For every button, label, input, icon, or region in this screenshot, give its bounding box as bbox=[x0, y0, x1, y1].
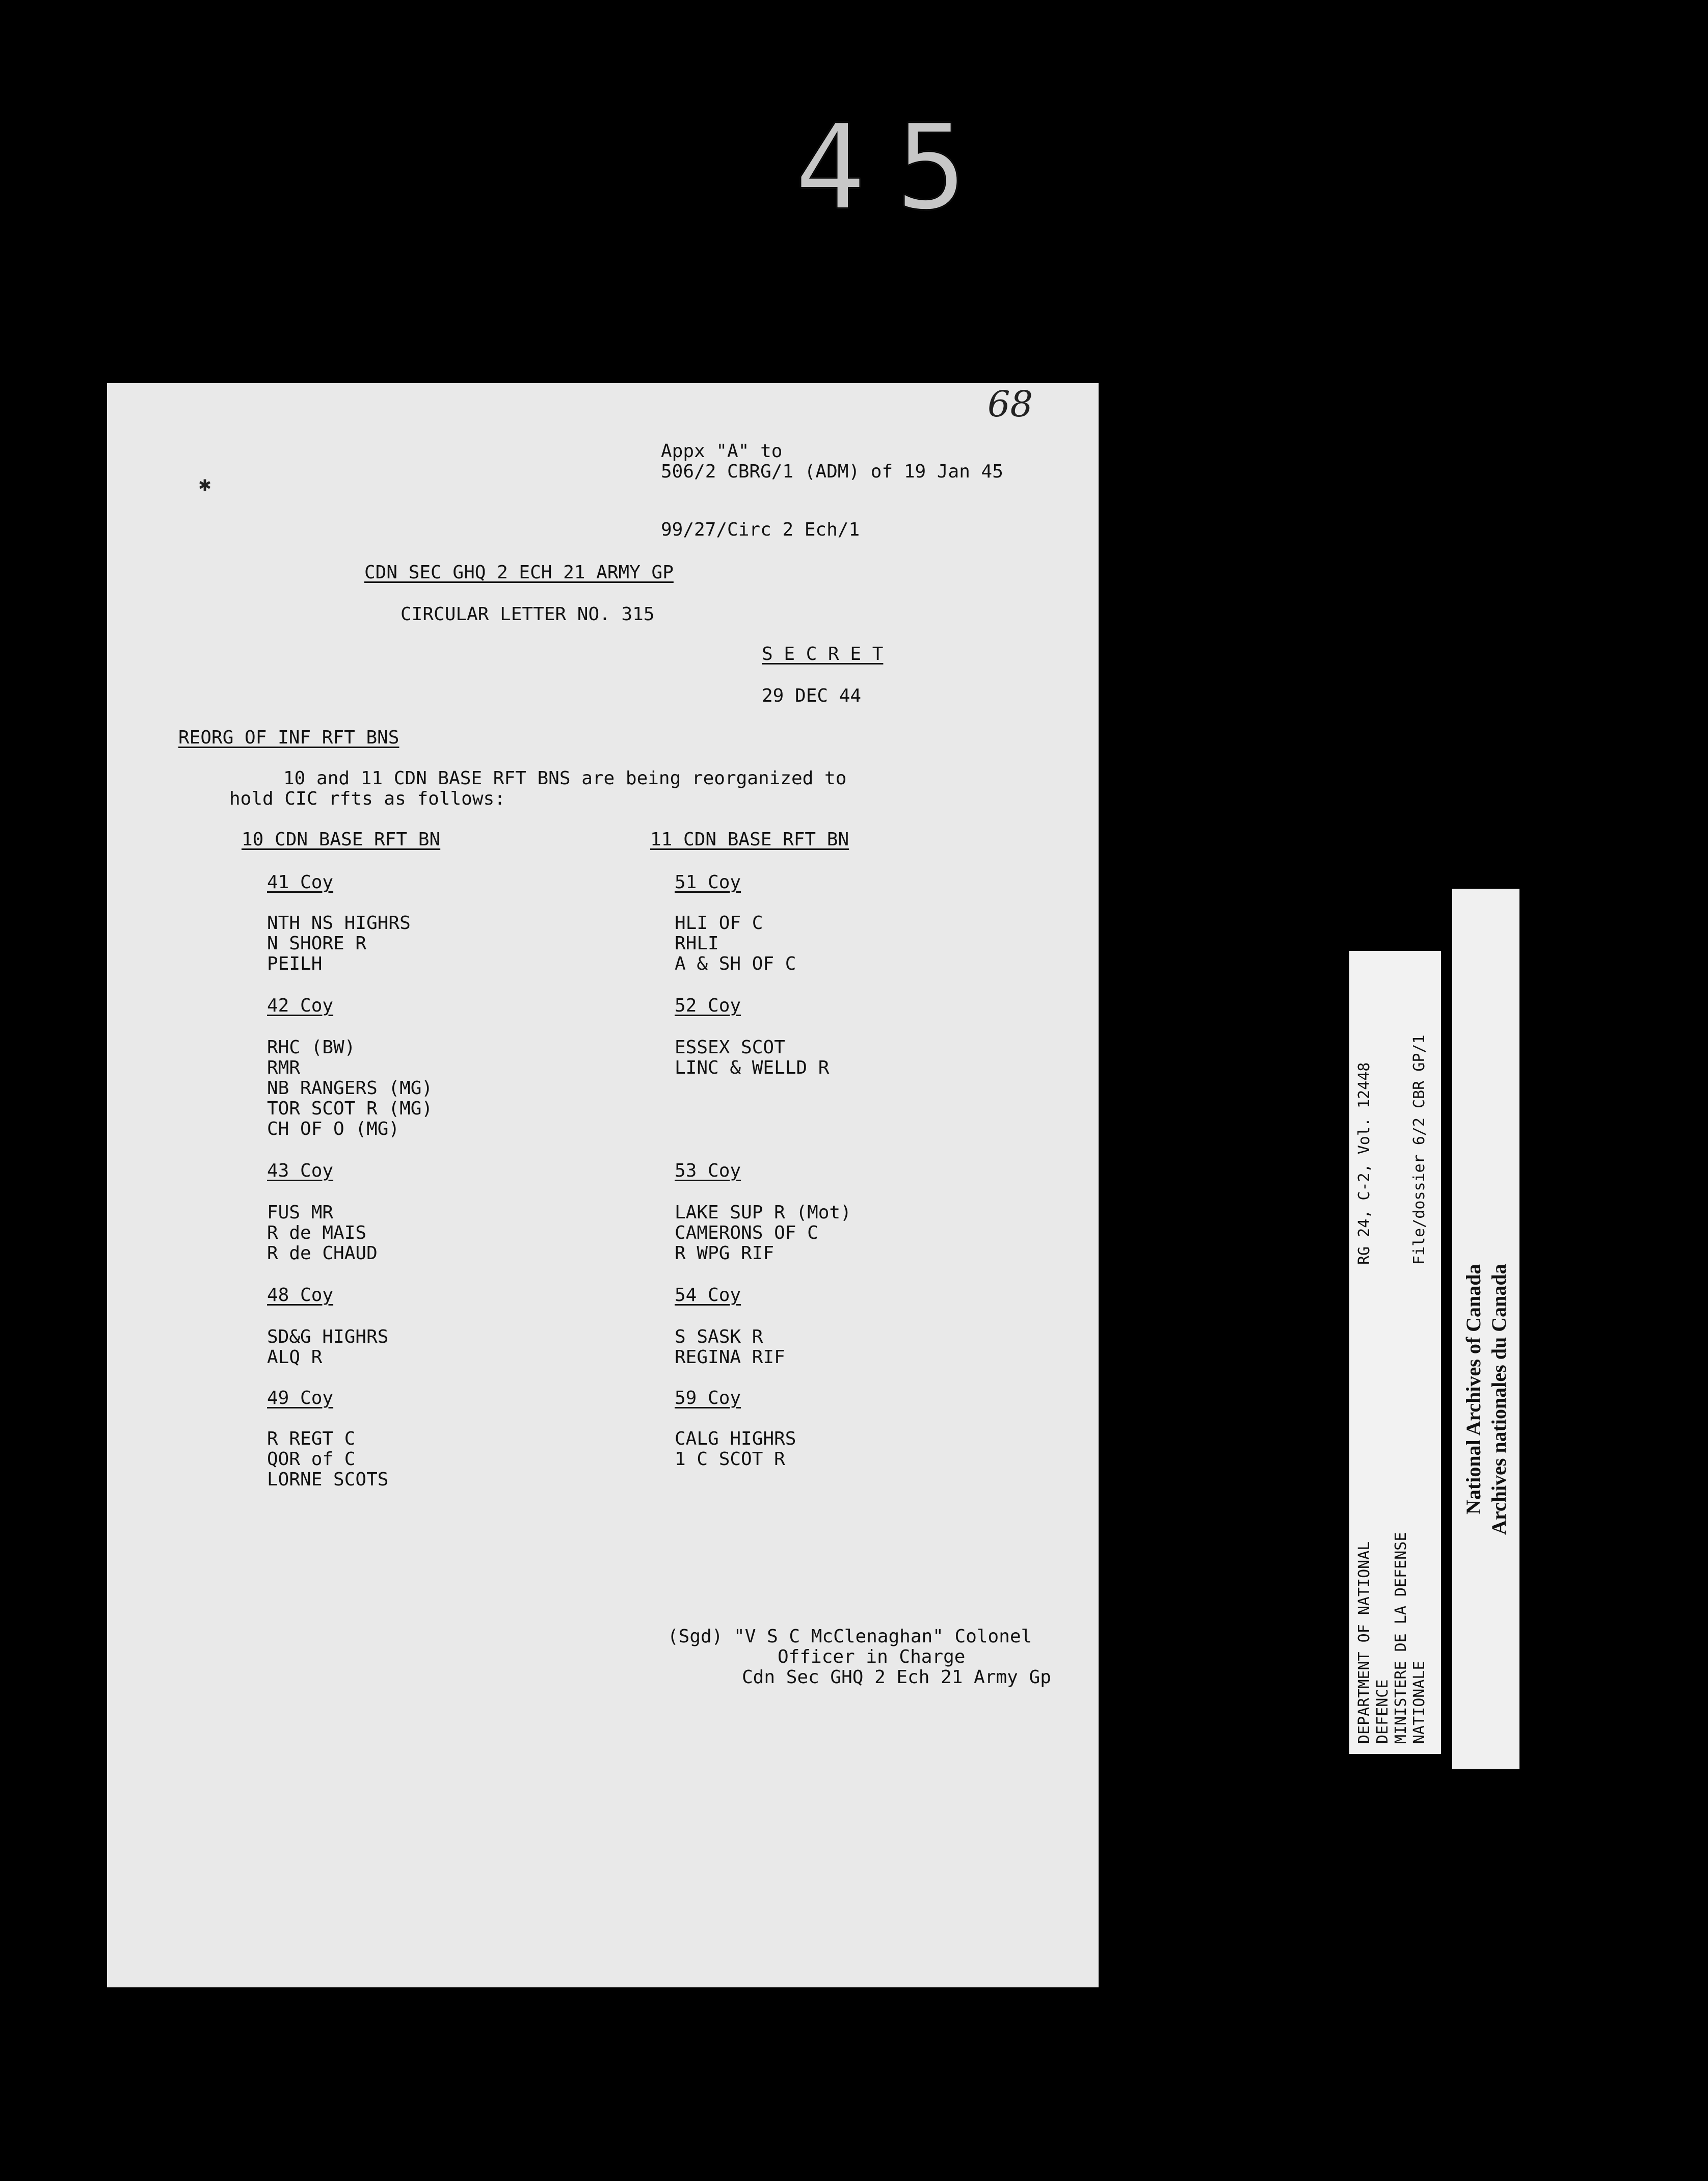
appx-line-2: 506/2 CBRG/1 (ADM) of 19 Jan 45 bbox=[661, 461, 1003, 482]
company-heading: 54 Coy bbox=[675, 1285, 741, 1306]
unit-name: CH OF O (MG) bbox=[267, 1119, 400, 1139]
unit-name: CALG HIGHRS bbox=[675, 1428, 796, 1449]
frame-number: 45 bbox=[795, 100, 997, 236]
unit-name: HLI OF C bbox=[675, 913, 763, 934]
signature-line-1: (Sgd) "V S C McClenaghan" Colonel bbox=[668, 1626, 1032, 1647]
company-heading: 41 Coy bbox=[267, 872, 334, 893]
archive-reference-label bbox=[1349, 951, 1441, 1754]
unit-name: LORNE SCOTS bbox=[267, 1469, 389, 1490]
unit-name: N SHORE R bbox=[267, 933, 367, 954]
punch-mark-icon: ✱ bbox=[199, 472, 211, 496]
unit-name: TOR SCOT R (MG) bbox=[267, 1098, 433, 1119]
unit-name: REGINA RIF bbox=[675, 1347, 785, 1368]
unit-name: R REGT C bbox=[267, 1428, 356, 1449]
circular-letter-number: CIRCULAR LETTER NO. 315 bbox=[401, 604, 655, 625]
record-group-reference: RG 24, C-2, Vol. 12448 bbox=[1355, 1062, 1373, 1265]
department-line-1: DEPARTMENT OF NATIONAL bbox=[1355, 1541, 1373, 1744]
appx-line-1: Appx "A" to bbox=[661, 441, 783, 462]
company-heading: 51 Coy bbox=[675, 872, 741, 893]
archives-name-english: National Archives of Canada bbox=[1462, 1264, 1485, 1514]
unit-name: 1 C SCOT R bbox=[675, 1449, 785, 1470]
file-dossier-reference: File/dossier 6/2 CBR GP/1 bbox=[1410, 1034, 1428, 1265]
document-heading: CDN SEC GHQ 2 ECH 21 ARMY GP bbox=[364, 562, 674, 583]
unit-name: A & SH OF C bbox=[675, 953, 796, 974]
company-heading: 43 Coy bbox=[267, 1160, 334, 1181]
company-heading: 42 Coy bbox=[267, 995, 334, 1016]
intro-line-1: 10 and 11 CDN BASE RFT BNS are being reorganized to bbox=[283, 768, 847, 789]
unit-name: R de MAIS bbox=[267, 1222, 367, 1243]
unit-name: CAMERONS OF C bbox=[675, 1222, 818, 1243]
department-line-2: DEFENCE bbox=[1374, 1679, 1392, 1744]
right-bn-title: 11 CDN BASE RFT BN bbox=[650, 829, 849, 850]
file-reference: 99/27/Circ 2 Ech/1 bbox=[661, 519, 860, 540]
unit-name: ESSEX SCOT bbox=[675, 1037, 785, 1058]
handwritten-page-number: 68 bbox=[988, 383, 1033, 425]
unit-name: NB RANGERS (MG) bbox=[267, 1078, 433, 1099]
signature-line-2: Officer in Charge bbox=[778, 1646, 966, 1667]
company-heading: 49 Coy bbox=[267, 1388, 334, 1408]
unit-name: RHLI bbox=[675, 933, 719, 954]
unit-name: ALQ R bbox=[267, 1347, 323, 1368]
unit-name: NTH NS HIGHRS bbox=[267, 913, 411, 934]
department-line-3: MINISTERE DE LA DEFENSE bbox=[1392, 1532, 1410, 1744]
company-heading: 59 Coy bbox=[675, 1388, 741, 1408]
unit-name: PEILH bbox=[267, 953, 323, 974]
unit-name: RHC (BW) bbox=[267, 1037, 356, 1058]
document-sheet bbox=[107, 383, 1099, 1987]
unit-name: R de CHAUD bbox=[267, 1243, 378, 1264]
intro-line-2: hold CIC rfts as follows: bbox=[229, 788, 505, 809]
unit-name: LAKE SUP R (Mot) bbox=[675, 1202, 851, 1223]
unit-name: S SASK R bbox=[675, 1326, 763, 1347]
unit-name: RMR bbox=[267, 1057, 301, 1078]
archives-stamp bbox=[1452, 889, 1519, 1769]
subject-line: REORG OF INF RFT BNS bbox=[178, 727, 399, 748]
unit-name: FUS MR bbox=[267, 1202, 334, 1223]
unit-name: SD&G HIGHRS bbox=[267, 1326, 389, 1347]
company-heading: 52 Coy bbox=[675, 995, 741, 1016]
signature-line-3: Cdn Sec GHQ 2 Ech 21 Army Gp bbox=[742, 1667, 1051, 1688]
unit-name: LINC & WELLD R bbox=[675, 1057, 830, 1078]
left-bn-title: 10 CDN BASE RFT BN bbox=[242, 829, 441, 850]
company-heading: 48 Coy bbox=[267, 1285, 334, 1306]
document-date: 29 DEC 44 bbox=[762, 685, 862, 706]
security-classification: S E C R E T bbox=[762, 644, 884, 664]
archives-name-french: Archives nationales du Canada bbox=[1487, 1264, 1510, 1535]
department-line-4: NATIONALE bbox=[1410, 1661, 1428, 1744]
company-heading: 53 Coy bbox=[675, 1160, 741, 1181]
unit-name: QOR of C bbox=[267, 1449, 356, 1470]
unit-name: R WPG RIF bbox=[675, 1243, 775, 1264]
